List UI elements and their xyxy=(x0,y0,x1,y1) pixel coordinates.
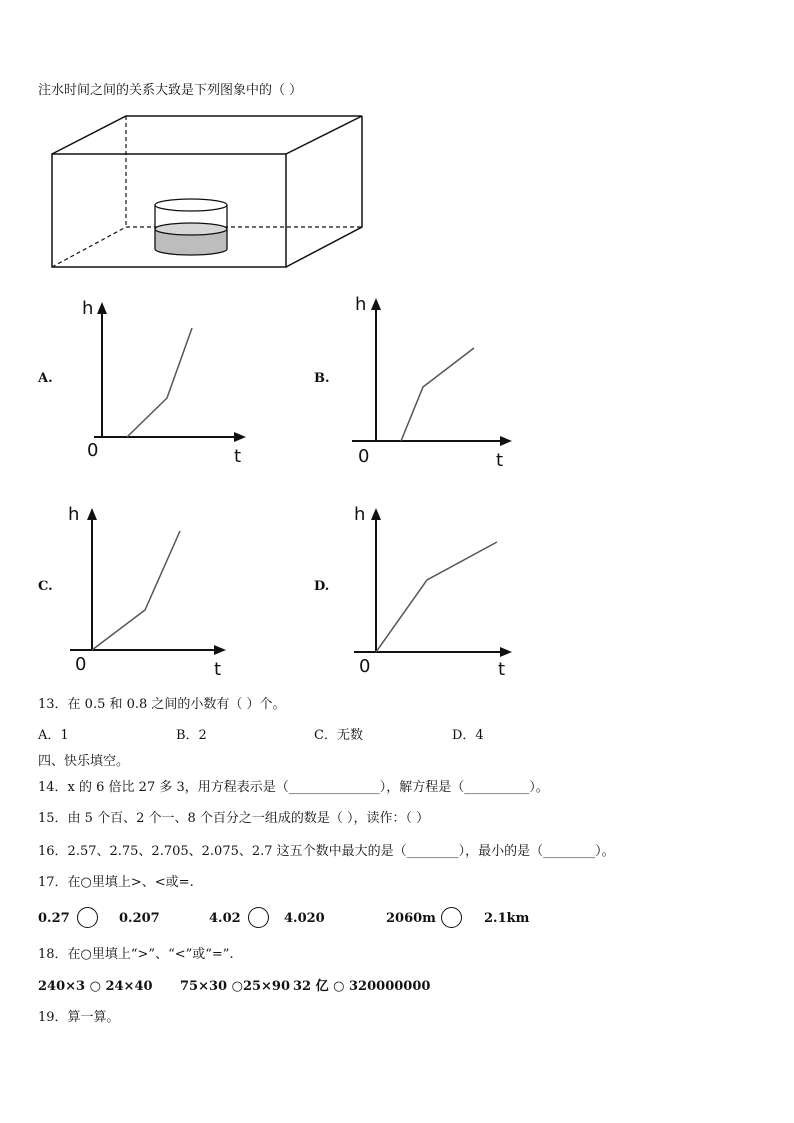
q17-stem: 17．在○里填上>、<或=. xyxy=(38,875,194,890)
q17-pair2-right: 4.020 xyxy=(284,911,325,926)
q14: 14．x 的 6 倍比 27 多 3，用方程表示是（______________），解方程是（__________）。 xyxy=(38,780,549,795)
graph-a-y-label: h xyxy=(82,298,94,319)
q13-option-d: D．4 xyxy=(452,728,484,743)
section-heading: 四、快乐填空。 xyxy=(38,754,130,769)
compare-circle[interactable] xyxy=(248,907,269,928)
q12-stem: 注水时间之间的关系大致是下列图象中的（ ） xyxy=(38,83,303,98)
q16: 16．2.57、2.75、2.705、2.075、2.7 这五个数中最大的是（________），最小的是（________）。 xyxy=(38,844,615,859)
q17-pair3-left: 2060m xyxy=(386,911,436,926)
compare-circle[interactable] xyxy=(441,907,462,928)
q18-item2: 75×30 ○25×90 xyxy=(180,979,291,994)
graph-c-curve xyxy=(92,531,180,650)
graph-b-y-label: h xyxy=(355,294,367,315)
q18-stem: 18．在○里填上“>”、“<”或“=”. xyxy=(38,947,234,962)
graph-c-x-label: t xyxy=(214,659,222,680)
q17-pair1-left: 0.27 xyxy=(38,911,70,926)
compare-circle[interactable] xyxy=(77,907,98,928)
graph-d-y-label: h xyxy=(354,504,366,525)
q13-option-a: A．1 xyxy=(38,728,69,743)
q18-item1: 240×3 ○ 24×40 xyxy=(38,979,153,994)
graph-b-origin: 0 xyxy=(358,446,370,467)
graph-b-curve xyxy=(401,348,474,441)
graph-b xyxy=(350,294,550,474)
graph-c xyxy=(66,500,266,680)
q17-pair1-right: 0.207 xyxy=(119,911,160,926)
graph-b-x-label: t xyxy=(496,450,504,471)
graph-c-y-label: h xyxy=(68,504,80,525)
option-c-label: C. xyxy=(38,579,53,594)
q19: 19．算一算。 xyxy=(38,1010,120,1025)
graph-d-origin: 0 xyxy=(359,656,371,677)
graph-d xyxy=(350,500,550,680)
option-b-label: B. xyxy=(314,371,330,386)
option-a-label: A. xyxy=(38,371,53,386)
q17-pair2-left: 4.02 xyxy=(209,911,241,926)
graph-c-origin: 0 xyxy=(75,654,87,675)
q13-stem: 13．在 0.5 和 0.8 之间的小数有（ ）个。 xyxy=(38,697,286,712)
graph-d-x-label: t xyxy=(498,659,506,680)
graph-a-curve xyxy=(127,328,192,437)
q13-option-b: B．2 xyxy=(176,728,207,743)
q18-item3: 32 亿 ○ 320000000 xyxy=(293,979,431,994)
graph-a-origin: 0 xyxy=(87,440,99,461)
q13-option-c: C．无数 xyxy=(314,728,363,743)
q17-pair3-right: 2.1km xyxy=(484,911,530,926)
graph-d-curve xyxy=(376,542,497,652)
option-d-label: D. xyxy=(314,579,330,594)
graph-a xyxy=(76,294,276,474)
q15: 15．由 5 个百、2 个一、8 个百分之一组成的数是（ ），读作：（ ） xyxy=(38,811,430,826)
graph-a-x-label: t xyxy=(234,446,242,467)
